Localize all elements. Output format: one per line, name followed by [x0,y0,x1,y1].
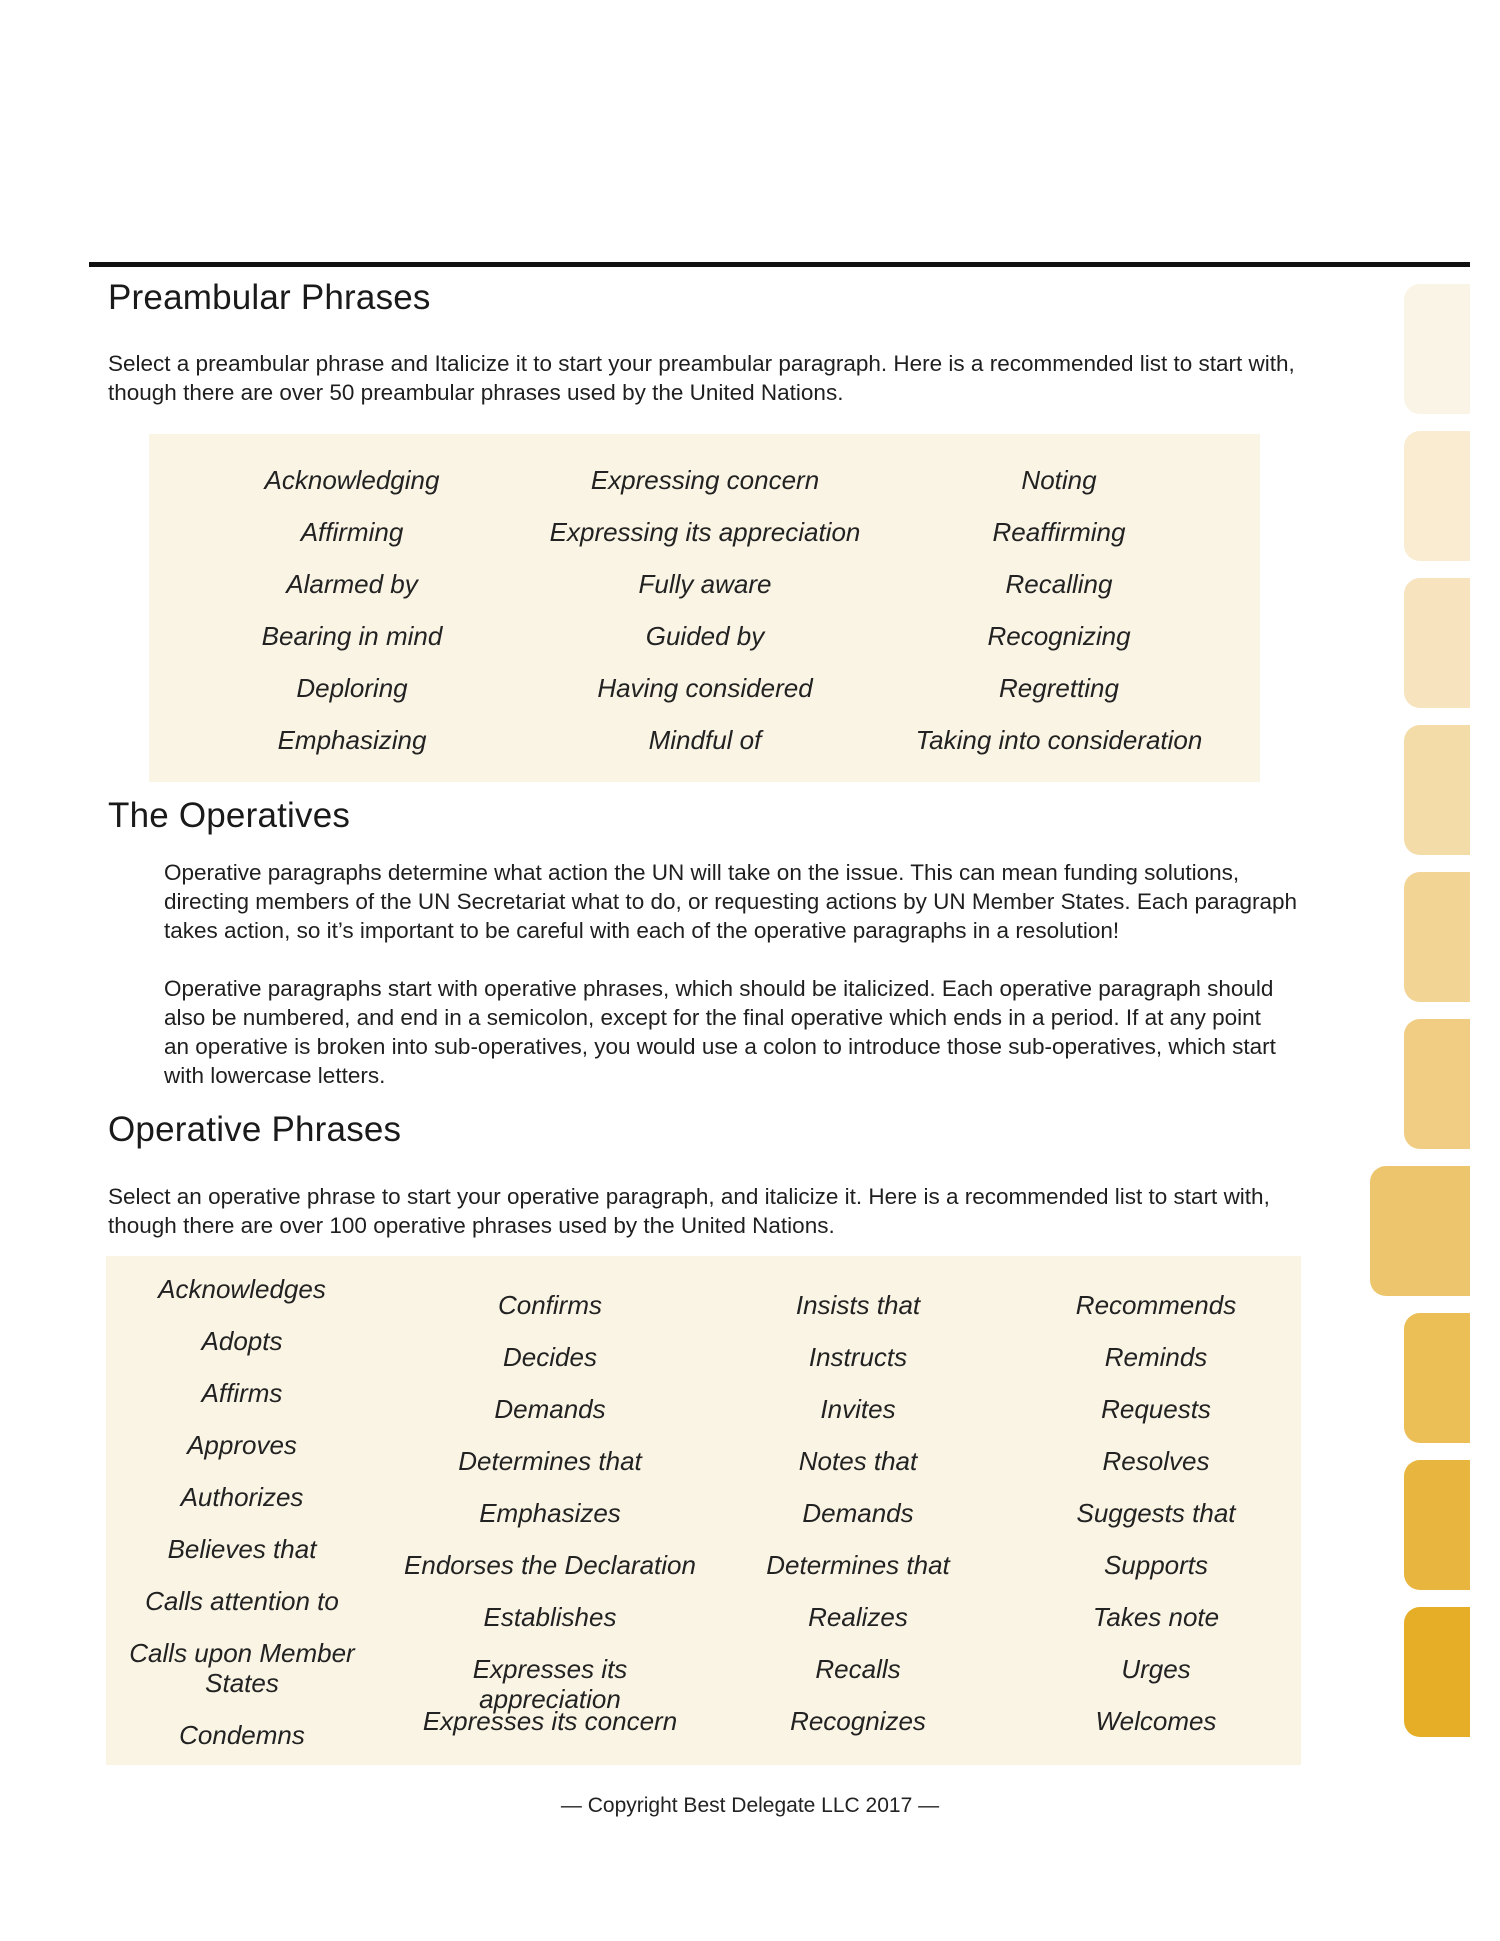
operative-phrase: Recognizes [790,1706,926,1736]
preambular-phrase: Having considered [597,673,813,703]
operative-phrase: Suggests that [1076,1498,1236,1528]
preambular-phrase-box [149,434,1260,782]
operative-phrase: Determines that [458,1446,642,1476]
operative-phrase: Expresses its concern [422,1706,678,1736]
section-tab-7-active[interactable] [1370,1166,1470,1296]
operative-phrase: Authorizes [180,1482,304,1512]
preambular-phrase: Recognizing [987,621,1131,651]
operative-phrase: Adopts [201,1326,283,1356]
section-tab-2[interactable] [1404,431,1470,561]
section-tab-5[interactable] [1404,872,1470,1002]
operatives-paragraph-2: Operative paragraphs start with operative phrases, which should be italicized. Each operative paragraph should also be numbered, and end in a semicolon, except for the final operative which ends in a period. If at any point an operative is broken into sub-operatives, you would use a colon to introduce those sub-operatives, which start with lowercase letters. [164,976,1276,1088]
operative-phrase: Expresses its appreciation [472,1654,628,1714]
operative-phrase: Determines that [766,1550,950,1580]
operative-phrase: Invites [820,1394,896,1424]
preambular-phrase: Expressing its appreciation [549,517,861,547]
operative-phrase: Urges [1121,1654,1191,1684]
operative-phrases-heading: Operative Phrases [108,1110,402,1149]
operative-phrase: Insists that [795,1290,921,1320]
operative-phrase: Requests [1101,1394,1211,1424]
section-tab-4[interactable] [1404,725,1470,855]
preambular-phrase: Taking into consideration [915,725,1203,755]
operative-phrase: Demands [802,1498,914,1528]
preambular-phrase: Recalling [1005,569,1113,599]
operative-phrase: Demands [494,1394,606,1424]
operative-phrase: Calls attention to [145,1586,339,1616]
operative-phrase: Endorses the Declaration [404,1550,696,1580]
preambular-phrase: Fully aware [638,569,772,599]
preambular-phrase: Emphasizing [277,725,427,755]
operative-phrase: Confirms [497,1290,602,1320]
section-tab-6[interactable] [1404,1019,1470,1149]
operative-phrase: Realizes [808,1602,908,1632]
operative-phrases-intro: Select an operative phrase to start your operative paragraph, and italicize it. Here is a recommended list to start with, though there are over 100 operative phrases used by the United Nations. [108,1184,1270,1238]
operative-phrase: Establishes [483,1602,617,1632]
section-tab-10[interactable] [1404,1607,1470,1737]
header-rule [89,262,1470,267]
operatives-heading: The Operatives [108,796,351,835]
operative-phrase: Welcomes [1095,1706,1217,1736]
operative-phrase: Emphasizes [479,1498,621,1528]
section-tab-9[interactable] [1404,1460,1470,1590]
operatives-paragraph-1: Operative paragraphs determine what action the UN will take on the issue. This can mean funding solutions, directing members of the UN Secretariat what to do, or requesting actions by UN Member States. Each paragraph takes action, so it’s important to be careful with each of the operative paragraphs in a resolution! [164,860,1298,943]
operative-phrase-box [106,1256,1301,1765]
operative-column-2 [400,1290,700,1746]
preambular-column-2 [525,454,885,766]
operative-column-1 [122,1274,362,1760]
operative-phrase: Acknowledges [158,1274,326,1304]
preambular-heading: Preambular Phrases [108,278,431,317]
operative-phrase: Decides [503,1342,597,1372]
operative-phrase: Resolves [1102,1446,1210,1476]
operative-phrase: Recalls [815,1654,901,1684]
operative-phrase: Instructs [808,1342,908,1372]
preambular-phrase: Noting [1021,465,1097,495]
copyright-footer: — Copyright Best Delegate LLC 2017 — [560,1794,940,1817]
section-tab-1[interactable] [1404,284,1470,414]
preambular-phrase: Deploring [296,673,408,703]
operative-phrase: Supports [1103,1550,1209,1580]
preambular-intro: Select a preambular phrase and Italicize it to start your preambular paragraph. Here is a recommended list to start with, though there are over 50 preambular phrases used by the United Nations. [108,351,1295,405]
preambular-phrase: Affirming [300,517,404,547]
operative-phrase: Notes that [798,1446,918,1476]
operative-phrase: Condemns [179,1720,305,1750]
preambular-phrase: Expressing concern [590,465,820,495]
operative-phrase: Recommends [1075,1290,1237,1320]
operative-phrase: Approves [187,1430,297,1460]
preambular-phrase: Reaffirming [992,517,1126,547]
operative-phrase: Reminds [1104,1342,1208,1372]
section-tab-8[interactable] [1404,1313,1470,1443]
preambular-phrase: Regretting [999,673,1119,703]
operative-column-4 [1026,1290,1286,1746]
preambular-phrase: Mindful of [648,725,762,755]
preambular-phrase: Bearing in mind [261,621,443,651]
operative-phrase: Affirms [201,1378,283,1408]
section-tab-3[interactable] [1404,578,1470,708]
operative-column-3 [728,1290,988,1746]
preambular-phrase: Acknowledging [264,465,440,495]
preambular-column-1 [172,454,532,766]
preambular-phrase: Alarmed by [286,569,418,599]
operative-phrase: Believes that [167,1534,317,1564]
preambular-column-3 [879,454,1239,766]
preambular-phrase: Guided by [645,621,765,651]
operative-phrase: Calls upon Member States [129,1638,355,1698]
operative-phrase: Takes note [1092,1602,1220,1632]
